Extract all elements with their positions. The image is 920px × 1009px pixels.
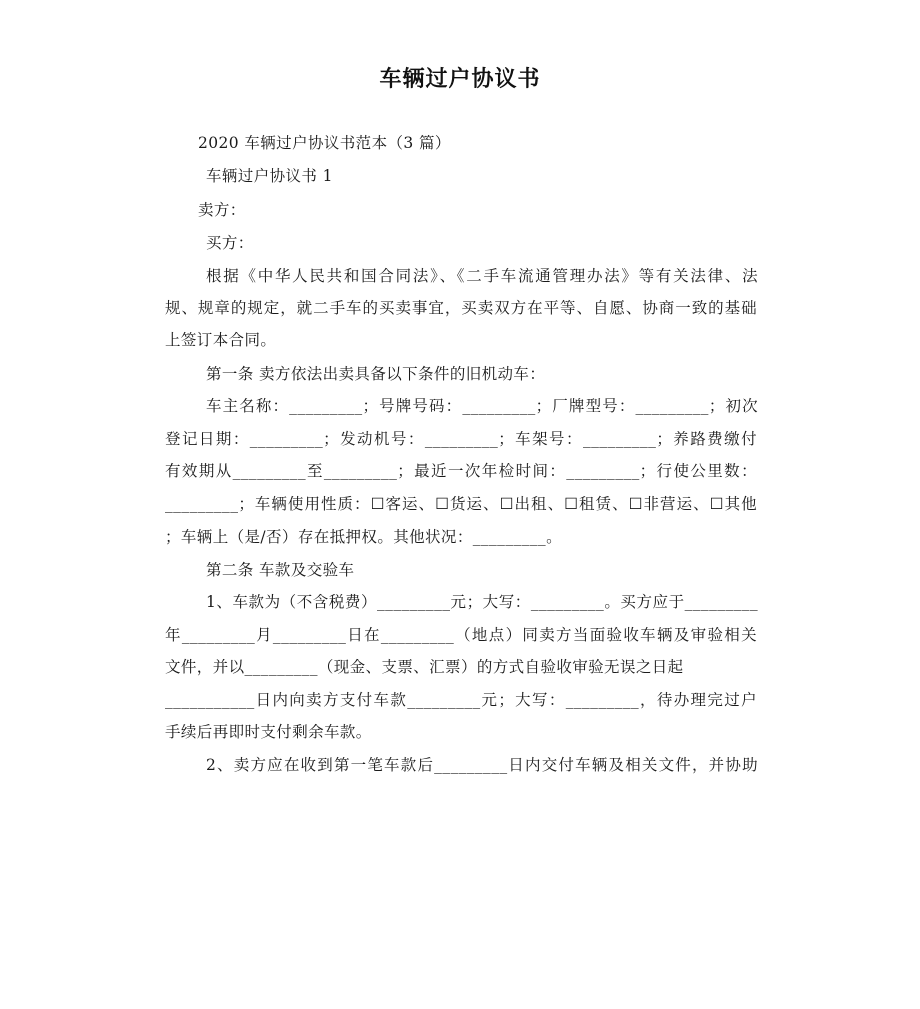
paragraph-line: 年_________月_________日在_________（地点）同卖方当面验收车辆及审验相关 bbox=[165, 626, 757, 644]
paragraph-line: 有效期从_________至_________；最近一次年检时间：_________；行使公里数： bbox=[165, 462, 757, 480]
paragraph-line: 2、卖方应在收到第一笔车款后_________日内交付车辆及相关文件，并协助 bbox=[206, 756, 758, 774]
article-heading: 第二条 车款及交验车 bbox=[206, 561, 355, 579]
paragraph-line: _________；车辆使用性质：☐客运、☐货运、☐出租、☐租赁、☐非营运、☐其他 bbox=[165, 495, 757, 513]
article-heading: 第一条 卖方依法出卖具备以下条件的旧机动车： bbox=[206, 365, 546, 383]
seller-field: 卖方： bbox=[198, 201, 246, 219]
paragraph-line: 规、规章的规定，就二手车的买卖事宜，买卖双方在平等、自愿、协商一致的基础 bbox=[165, 299, 757, 317]
section-heading: 车辆过户协议书 1 bbox=[206, 167, 333, 185]
paragraph-line: ；车辆上（是/否）存在抵押权。其他状况：_________。 bbox=[165, 528, 562, 546]
paragraph-line: 手续后再即时支付剩余车款。 bbox=[165, 723, 372, 741]
paragraph-line: 1、车款为（不含税费）_________元；大写：_________。买方应于_________ bbox=[206, 593, 758, 611]
paragraph-line: 车主名称：_________；号牌号码：_________；厂牌型号：_________；初次 bbox=[206, 397, 758, 415]
paragraph-line: ___________日内向卖方支付车款_________元；大写：_________，待办理完过户 bbox=[165, 691, 757, 709]
paragraph-line: 根据《中华人民共和国合同法》、《二手车流通管理办法》等有关法律、法 bbox=[206, 267, 758, 285]
paragraph-line: 文件，并以_________（现金、支票、汇票）的方式自验收审验无误之日起 bbox=[165, 658, 684, 676]
paragraph-line: 登记日期：_________；发动机号：_________；车架号：_________；养路费缴付 bbox=[165, 430, 757, 448]
buyer-field: 买方： bbox=[206, 234, 254, 252]
document-title: 车辆过户协议书 bbox=[379, 67, 541, 92]
subtitle-line: 2020 车辆过户协议书范本（3 篇） bbox=[198, 134, 451, 152]
paragraph-line: 上签订本合同。 bbox=[165, 331, 277, 349]
